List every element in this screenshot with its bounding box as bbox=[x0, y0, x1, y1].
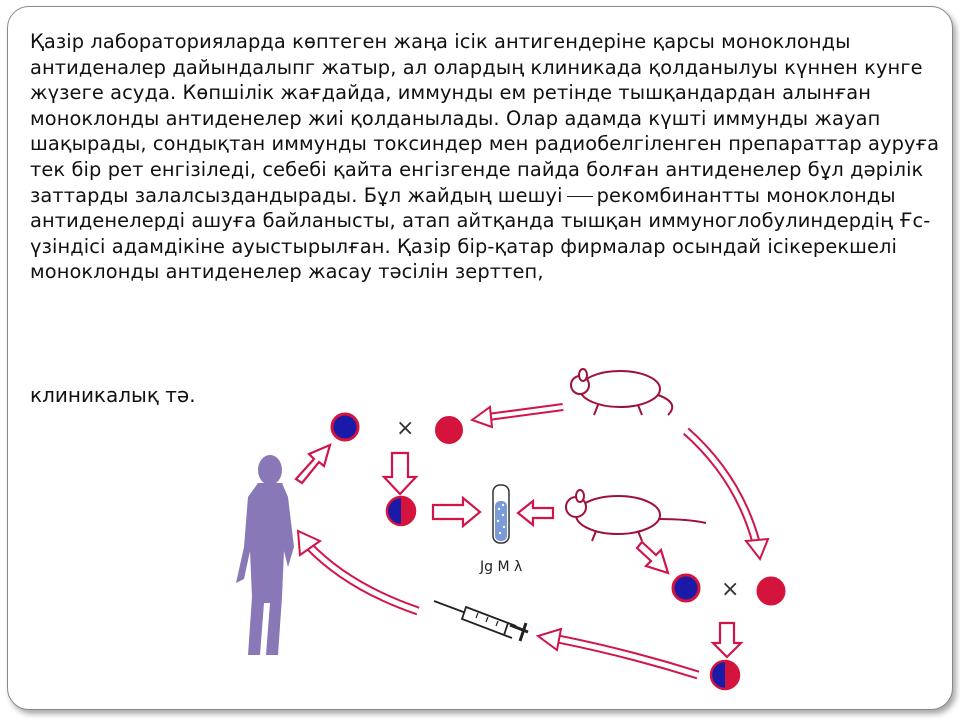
slide-frame bbox=[7, 6, 953, 710]
blue-cell-bottom bbox=[673, 575, 699, 601]
arrow-human-to-blue-cell bbox=[296, 445, 330, 483]
arrow-mouse-to-blue-cell-bottom bbox=[637, 542, 668, 573]
tube-label: Jg M λ bbox=[480, 559, 523, 575]
hybridoma-cell-middle bbox=[387, 497, 415, 525]
paragraph-rest: рекомбинантты моноклонды антиденелерді ашуға байланысты, атап айтқанда тышқан иммуноглобулиндердің Ғс-үзіндісі адамдікіне ауыстырылған. Қазір бір-қатар фирмалар осындай ісікерекшелі моноклонды антиденелер жасау тәсілін зерттеп, bbox=[30, 183, 931, 284]
immunology-diagram bbox=[8, 7, 952, 709]
blue-cell-top bbox=[332, 414, 358, 440]
tail-line: клиникалық тә. bbox=[30, 383, 202, 407]
arrow-curve-right bbox=[686, 431, 768, 559]
cross-symbol-top: × bbox=[396, 416, 415, 441]
arrow-mouse-to-red-cell bbox=[472, 407, 563, 427]
mouse-top bbox=[571, 369, 672, 415]
arrow-bottom-to-syringe bbox=[538, 629, 698, 675]
red-cell-top bbox=[435, 416, 464, 445]
arrow-down-hybrid-bottom bbox=[713, 623, 741, 657]
arrow-right-to-tube bbox=[433, 498, 480, 526]
arrow-syringe-to-human bbox=[298, 531, 418, 611]
cross-symbol-bottom: × bbox=[721, 577, 740, 602]
arrow-mouse-to-tube bbox=[518, 501, 553, 525]
paragraph-main: Қазір лабораторияларда көптеген жаңа ісік антигендеріне қарсы моноклонды антиденалер дайындалыпг жатыр, ал олардың клиникада қолданылуы күннен кунге жүзеге асуда. Көпшілік жағдайда, иммунды ем ретінде тышқандардан алынған моноклонды антиденелер жиі қолданылады. Олар адамда күшті иммунды жауап шақырады, сондықтан иммунды токсиндер мен радиобелгіленген препараттар ауруға тек бір рет енгізіледі, себебі қайта енгізгенде пайда болған антиденелер бұл дәрілік заттарды залалсыздандырады. Бұл жайдың шешуі bbox=[30, 30, 940, 207]
red-cell-bottom bbox=[758, 578, 784, 604]
mouse-middle bbox=[566, 490, 706, 541]
hybridoma-cell-bottom bbox=[711, 661, 739, 689]
test-tube bbox=[493, 485, 509, 543]
syringe-icon bbox=[434, 601, 528, 641]
arrow-down-hybrid-top bbox=[384, 453, 416, 494]
human-silhouette bbox=[236, 455, 294, 655]
